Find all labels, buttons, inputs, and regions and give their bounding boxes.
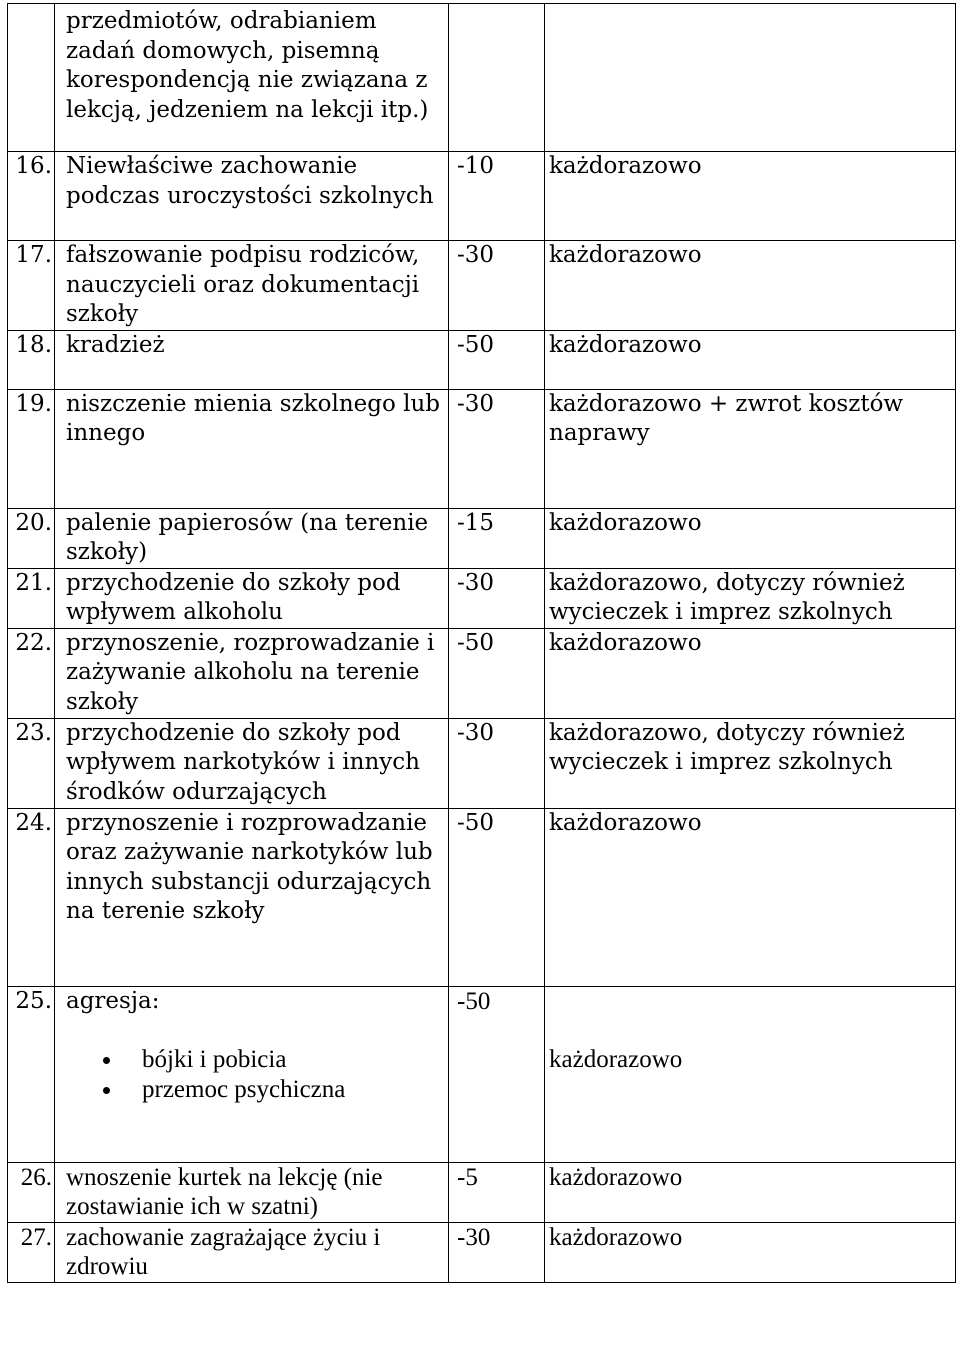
offense-description: przychodzenie do szkoły pod wpływem narkotyków i innych środków odurzających — [55, 718, 449, 808]
frequency-text: każdorazowo — [545, 628, 956, 718]
frequency-text: każdorazowo — [545, 152, 956, 241]
table-row — [8, 4, 956, 152]
offense-description: przynoszenie i rozprowadzanie oraz zażywanie narkotyków lub innych substancji odurzających na terenie szkoły — [55, 808, 449, 986]
points-value: -30 — [449, 1222, 545, 1282]
frequency-text: każdorazowo, dotyczy również wycieczek i imprez szkolnych — [545, 568, 956, 628]
points-value: -50 — [449, 330, 545, 389]
points-value: -30 — [449, 241, 545, 331]
offense-description: zachowanie zagrażające życiu i zdrowiu — [55, 1222, 449, 1282]
table-row — [8, 508, 956, 568]
offense-description: Niewłaściwe zachowanie podczas uroczystości szkolnych — [55, 152, 449, 241]
row-number: 20. — [8, 508, 55, 568]
points-value: -50 — [449, 808, 545, 986]
row-number: 19. — [8, 389, 55, 508]
row-number: 18. — [8, 330, 55, 389]
points-value: -10 — [449, 152, 545, 241]
offense-description: wnoszenie kurtek na lekcję (nie zostawianie ich w szatni) — [55, 1162, 449, 1222]
table-row — [8, 718, 956, 808]
offense-description: palenie papierosów (na terenie szkoły) — [55, 508, 449, 568]
points-value: -50 — [449, 628, 545, 718]
points-value: -5 — [449, 1162, 545, 1222]
table-row — [8, 1222, 956, 1282]
table-row — [8, 330, 956, 389]
table-row — [8, 628, 956, 718]
table-row — [8, 389, 956, 508]
row-number: 16. — [8, 152, 55, 241]
frequency-text: każdorazowo — [545, 808, 956, 986]
row-number — [8, 4, 55, 152]
row-number: 17. — [8, 241, 55, 331]
table-row — [8, 986, 956, 1162]
aggression-list — [66, 1045, 444, 1104]
frequency-text: każdorazowo — [545, 330, 956, 389]
frequency-text: każdorazowo — [545, 1162, 956, 1222]
points-value: -30 — [449, 568, 545, 628]
offense-description: agresja: — [66, 987, 160, 1014]
row-number: 24. — [8, 808, 55, 986]
row-number: 22. — [8, 628, 55, 718]
points-value: -15 — [449, 508, 545, 568]
frequency-text: każdorazowo — [545, 241, 956, 331]
points-value: -30 — [449, 389, 545, 508]
row-number: 26. — [8, 1162, 55, 1222]
row-number: 25. — [8, 986, 55, 1162]
table-row — [8, 1162, 956, 1222]
behavior-points-table — [7, 3, 956, 1283]
list-item: przemoc psychiczna — [66, 1075, 444, 1105]
offense-description: przychodzenie do szkoły pod wpływem alkoholu — [55, 568, 449, 628]
list-item: bójki i pobicia — [66, 1045, 444, 1075]
frequency-text: każdorazowo + zwrot kosztów naprawy — [545, 389, 956, 508]
frequency-text: każdorazowo — [545, 986, 956, 1162]
offense-description: przynoszenie, rozprowadzanie i zażywanie alkoholu na terenie szkoły — [55, 628, 449, 718]
table-row — [8, 241, 956, 331]
row-number: 23. — [8, 718, 55, 808]
frequency-text — [545, 4, 956, 152]
table-row — [8, 152, 956, 241]
points-value — [449, 4, 545, 152]
row-number: 21. — [8, 568, 55, 628]
offense-description-cell — [55, 986, 449, 1162]
offense-description: niszczenie mienia szkolnego lub innego — [55, 389, 449, 508]
offense-description: przedmiotów, odrabianiem zadań domowych, pisemną korespondencją nie związana z lekcją, jedzeniem na lekcji itp.) — [55, 4, 449, 152]
table-row — [8, 568, 956, 628]
table-row — [8, 808, 956, 986]
points-value: -30 — [449, 718, 545, 808]
offense-description: kradzież — [55, 330, 449, 389]
frequency-text: każdorazowo — [545, 508, 956, 568]
frequency-text: każdorazowo, dotyczy również wycieczek i imprez szkolnych — [545, 718, 956, 808]
points-value: -50 — [449, 986, 545, 1162]
offense-description: fałszowanie podpisu rodziców, nauczycieli oraz dokumentacji szkoły — [55, 241, 449, 331]
row-number: 27. — [8, 1222, 55, 1282]
frequency-text: każdorazowo — [545, 1222, 956, 1282]
